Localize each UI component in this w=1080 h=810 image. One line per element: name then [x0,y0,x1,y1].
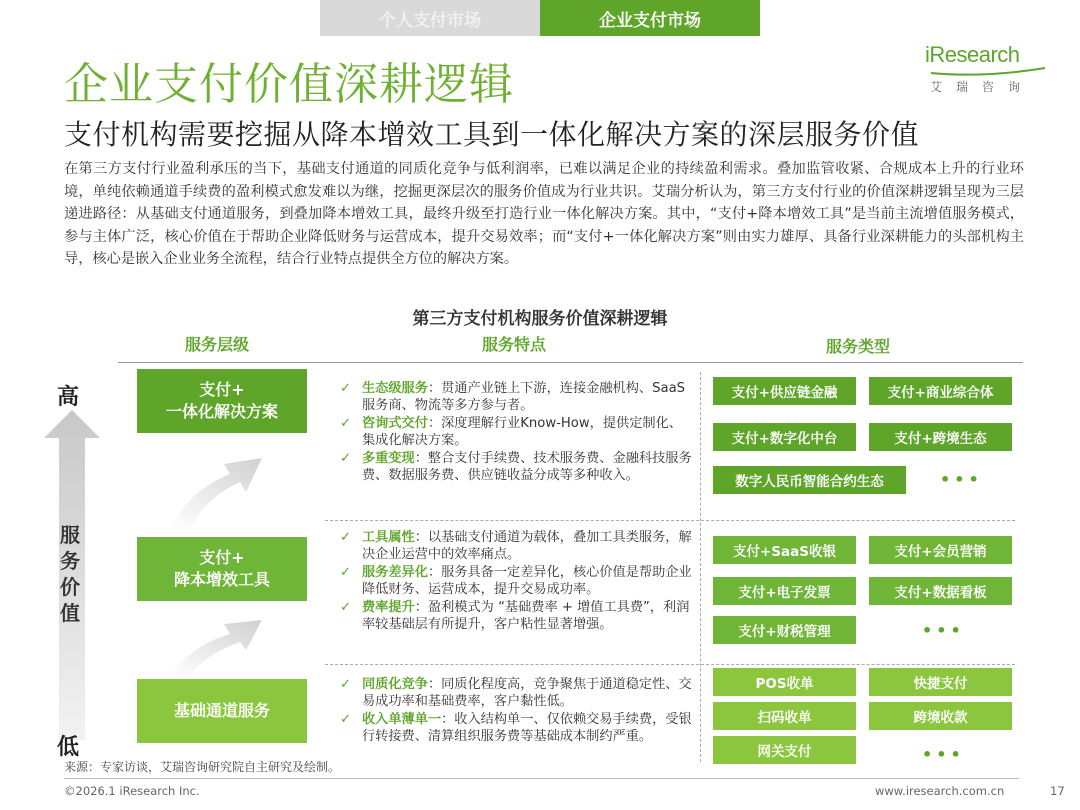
up-arrow-icon [150,608,280,678]
axis-low-label: 低 [57,735,80,760]
column-header-type: 服务类型 [826,337,891,356]
footer-divider [64,778,1019,779]
service-tag: 快捷支付 [869,668,1012,696]
page-number: 17 [1050,784,1065,798]
level-divider [325,664,1015,665]
iresearch-logo [925,42,1045,74]
more-icon: ••• [922,745,965,764]
axis-high-label: 高 [57,385,80,410]
column-divider [700,372,701,762]
check-icon: ✓ [340,415,352,431]
logo-brand: iResearch [925,42,1020,67]
check-icon: ✓ [340,450,352,466]
service-tag: 支付+数据看板 [869,577,1012,605]
service-tag: 支付+财税管理 [713,616,856,644]
website-link[interactable]: www.iresearch.com.cn [875,784,1005,798]
service-tag: 支付+会员营销 [869,536,1012,564]
service-tag: 跨境收款 [869,702,1012,730]
diagram-title: 第三方支付机构服务价值深耕逻辑 [412,309,668,329]
column-header-level: 服务层级 [185,335,250,354]
service-tag: 网关支付 [713,736,856,764]
logo-subtitle: 艾瑞咨询 [930,80,1035,94]
up-arrow-icon [150,440,280,530]
check-icon: ✓ [340,599,352,615]
source-note: 来源：专家访谈，艾瑞咨询研究院自主研究及绘制。 [64,760,341,774]
intro-paragraph: 在第三方支付行业盈利承压的当下，基础支付通道的同质化竞争与低利润率，已难以满足企业的持续盈利需求。叠加监管收紧、合规成本上升的行业环境，单纯依赖通道手续费的盈利模式愈发难以为继，挖掘更深层次的服务价值成为行业共识。艾瑞分析认为，第三方支付行业的价值深耕逻辑呈现为三层递进路径：从基础支付通道服务，到叠加降本增效工具，最终升级至打造行业一体化解决方案。其中，“支付+降本增效工具”是当前主流增值服务模式，参与主体广泛，核心价值在于帮助企业降低财务与运营成本，提升交易效率；而“支付+一体化解决方案”则由实力雄厚、具备行业深耕能力的头部机构主导，核心是嵌入企业业务全流程，结合行业特点提供全方位的解决方案。 [64,161,1024,268]
level-efficiency-tool: 支付+ 降本增效工具 [137,537,307,601]
service-tag: 支付+供应链金融 [713,377,856,405]
axis-value-label: 服 务 价 值 [60,523,80,625]
service-tag: POS收单 [713,668,856,696]
page-subtitle: 支付机构需要挖掘从降本增效工具到一体化解决方案的深层服务价值 [64,118,920,151]
more-icon: ••• [940,470,983,489]
service-tag: 支付+SaaS收银 [713,536,856,564]
check-icon: ✓ [340,564,352,580]
service-tag: 支付+电子发票 [713,577,856,605]
check-icon: ✓ [340,677,352,692]
service-tag: 数字人民币智能合约生态 [713,466,906,494]
header-divider [118,362,1023,363]
features-integrated-solution: ✓ 生态级服务：贯通产业链上下游，连接金融机构、SaaS服务商、物流等多方参与者。 ✓ 咨询式交付：深度理解行业Know-How，提供定制化、集成化解决方案。 ✓ 多重变现：整合支付手续费、技术服务费、金融科技服务费、数据服务费、供应链收益分成等多种收入。 [340,381,692,484]
level-integrated-solution: 支付+ 一体化解决方案 [137,369,307,433]
level-divider [325,520,1015,521]
tab-personal-payment[interactable]: 个人支付市场 [320,0,540,36]
check-icon: ✓ [340,381,352,396]
features-basic-channel: ✓ 同质化竞争：同质化程度高，竞争聚焦于通道稳定性、交易成功率和基础费率，客户黏性低。 ✓ 收入单薄单一：收入结构单一、仅依赖交易手续费，受银行转接费、清算组织服务费等基础成本制约严重。 [340,677,692,745]
service-tag: 支付+跨境生态 [869,423,1012,451]
level-basic-channel: 基础通道服务 [137,679,307,743]
tab-enterprise-payment[interactable]: 企业支付市场 [540,0,760,36]
check-icon: ✓ [340,711,352,727]
copyright: ©2026.1 iResearch Inc. [64,784,200,798]
check-icon: ✓ [340,530,352,545]
service-tag: 支付+数字化中台 [713,423,856,451]
features-efficiency-tool: ✓ 工具属性：以基础支付通道为载体，叠加工具类服务，解决企业运营中的效率痛点。 ✓ 服务差异化：服务具备一定差异化，核心价值是帮助企业降低财务、运营成本，提升交易成功率。 ✓ 费率提升：盈利模式为 “基础费率 + 增值工具费”，利润率较基础层有所提升，客户粘性显著增强。 [340,530,692,633]
more-icon: ••• [922,621,965,640]
page-title: 企业支付价值深耕逻辑 [64,59,514,110]
service-tag: 扫码收单 [713,702,856,730]
service-tag: 支付+商业综合体 [869,377,1012,405]
column-header-feature: 服务特点 [482,335,547,354]
